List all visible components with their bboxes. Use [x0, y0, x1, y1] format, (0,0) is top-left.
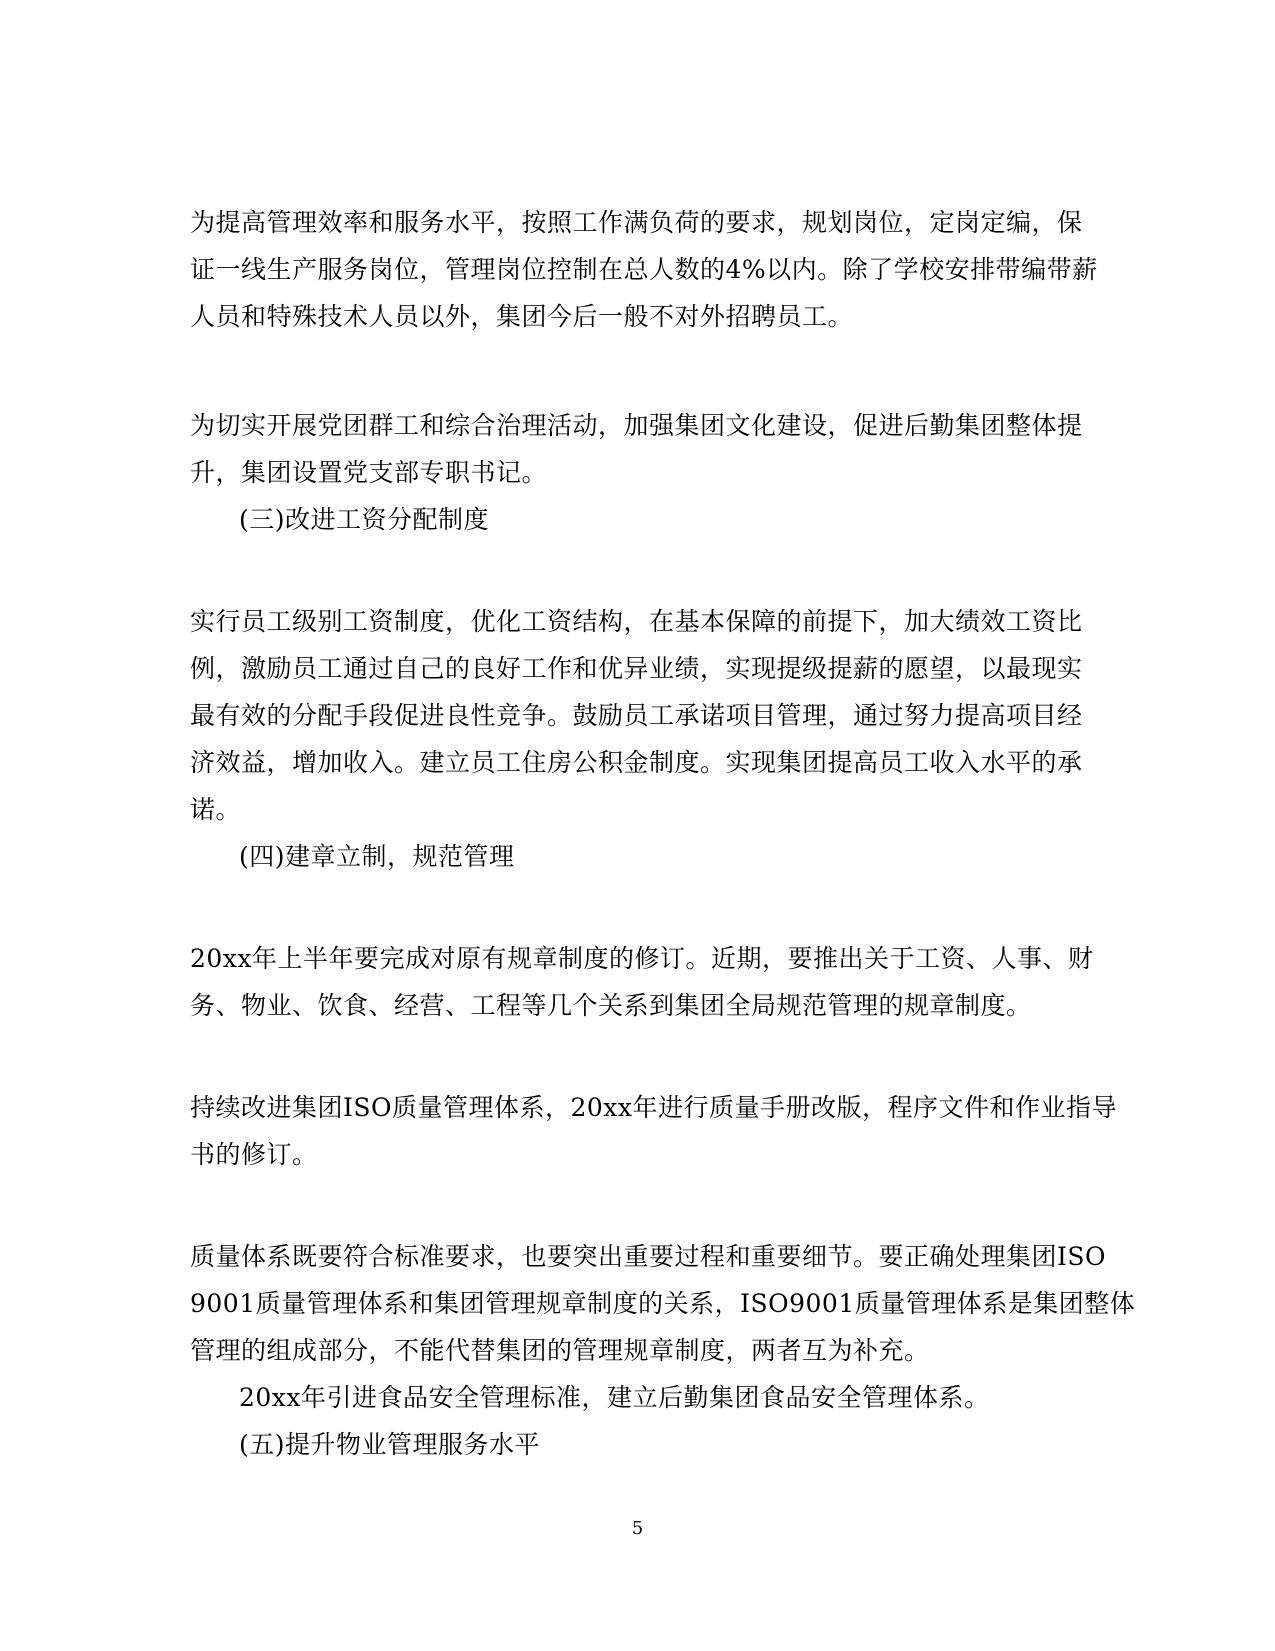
section-heading: (四)建章立制，规范管理 — [239, 842, 515, 871]
paragraph-line: 20xx年引进食品安全管理标准，建立后勤集团食品安全管理体系。 — [239, 1383, 990, 1412]
section-heading: (三)改进工资分配制度 — [239, 505, 490, 534]
paragraph-line: 济效益，增加收入。建立员工住房公积金制度。实现集团提高员工收入水平的承 — [190, 748, 1083, 777]
paragraph-line: 证一线生产服务岗位，管理岗位控制在总人数的4%以内。除了学校安排带编带薪 — [190, 255, 1098, 284]
page-number: 5 — [631, 1518, 644, 1539]
paragraph-line: 管理的组成部分，不能代替集团的管理规章制度，两者互为补充。 — [190, 1336, 930, 1365]
paragraph-line: 务、物业、饮食、经营、工程等几个关系到集团全局规范管理的规章制度。 — [190, 991, 1032, 1020]
paragraph-line: 质量体系既要符合标准要求，也要突出重要过程和重要细节。要正确处理集团ISO — [190, 1242, 1107, 1271]
paragraph-line: 书的修订。 — [190, 1140, 318, 1169]
paragraph-line: 诺。 — [190, 795, 242, 824]
paragraph-line: 人员和特殊技术人员以外，集团今后一般不对外招聘员工。 — [190, 302, 854, 331]
paragraph-line: 升，集团设置党支部专职书记。 — [190, 458, 548, 487]
paragraph-line: 为提高管理效率和服务水平，按照工作满负荷的要求，规划岗位，定岗定编，保 — [190, 208, 1083, 237]
paragraph-line: 实行员工级别工资制度，优化工资结构，在基本保障的前提下，加大绩效工资比 — [190, 607, 1083, 636]
paragraph-line: 20xx年上半年要完成对原有规章制度的修订。近期，要推出关于工资、人事、财 — [190, 944, 1094, 973]
paragraph-line: 为切实开展党团群工和综合治理活动，加强集团文化建设，促进后勤集团整体提 — [190, 411, 1083, 440]
paragraph-line: 持续改进集团ISO质量管理体系，20xx年进行质量手册改版，程序文件和作业指导 — [190, 1093, 1118, 1122]
paragraph-line: 例，激励员工通过自己的良好工作和优异业绩，实现提级提薪的愿望，以最现实 — [190, 654, 1083, 683]
section-heading: (五)提升物业管理服务水平 — [239, 1430, 541, 1459]
paragraph-line: 最有效的分配手段促进良性竞争。鼓励员工承诺项目管理，通过努力提高项目经 — [190, 701, 1083, 730]
paragraph-line: 9001质量管理体系和集团管理规章制度的关系，ISO9001质量管理体系是集团整体 — [190, 1289, 1136, 1318]
